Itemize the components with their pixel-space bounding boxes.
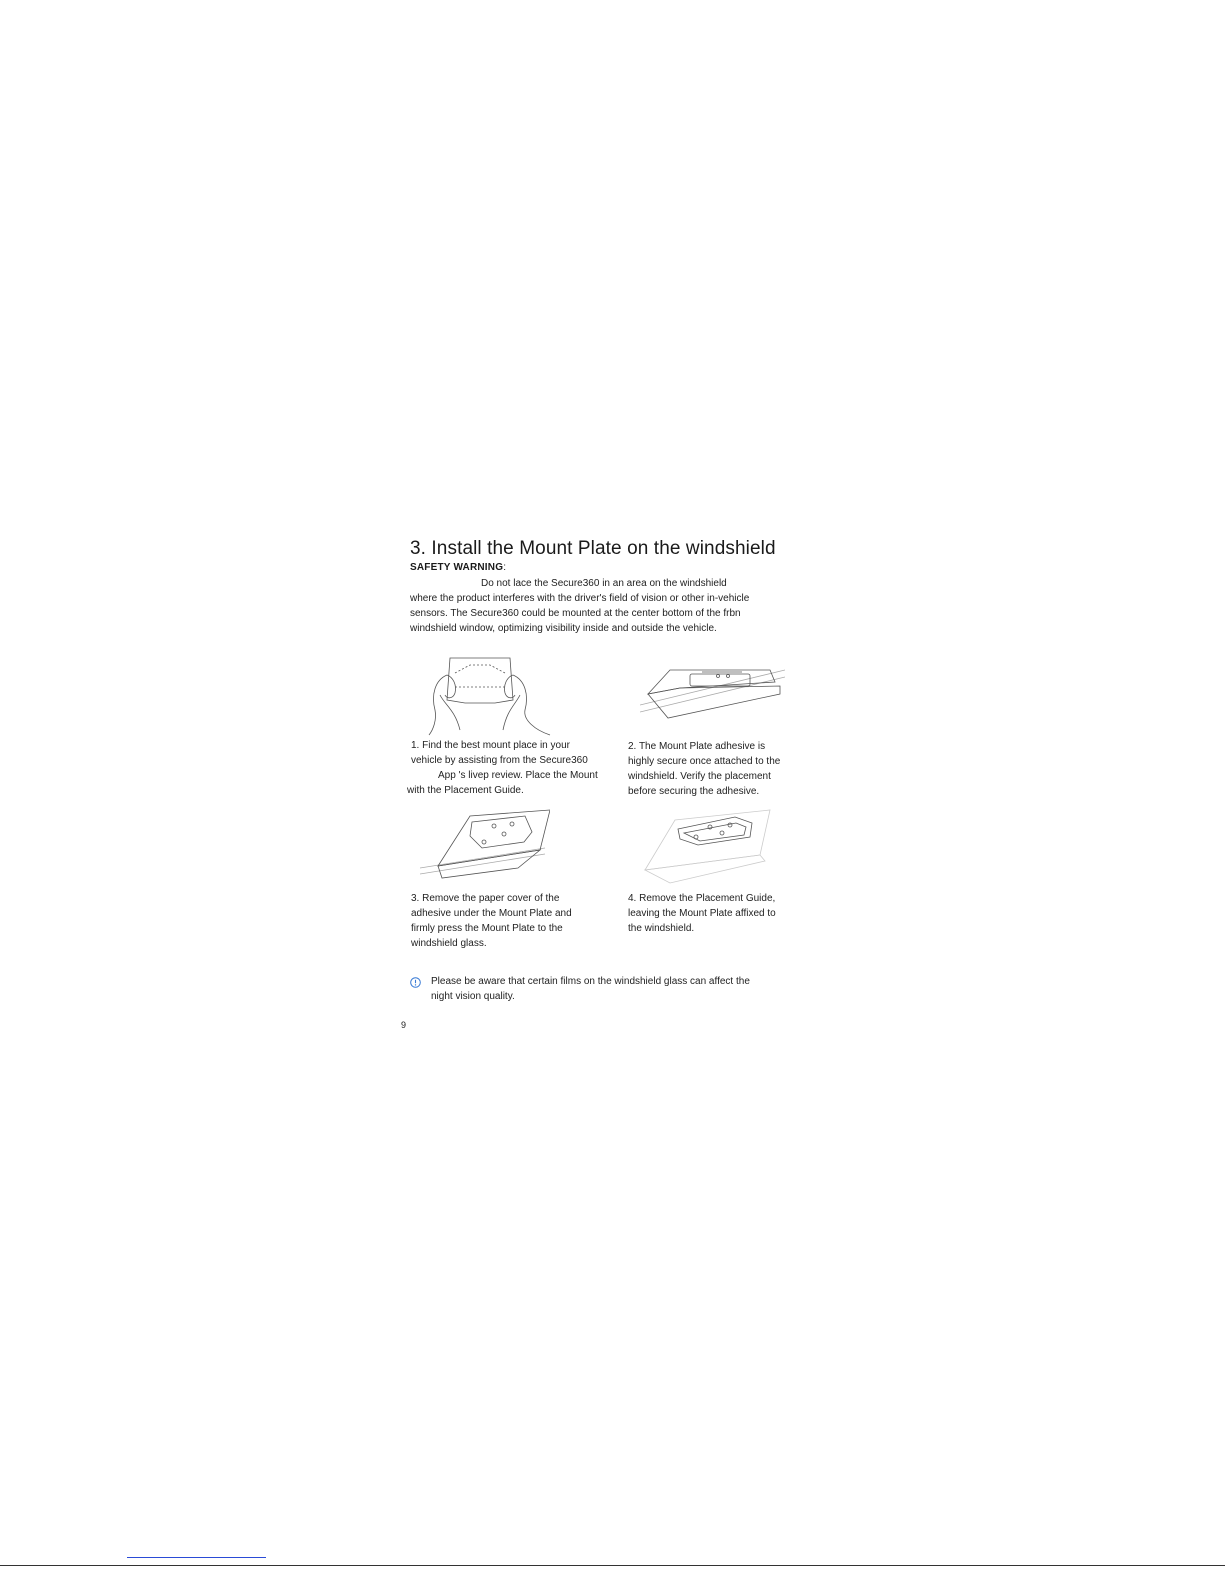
step-4-caption-line-3: the windshield. <box>628 923 695 934</box>
note-line-1: Please be aware that certain films on the windshield glass can affect the <box>431 976 750 987</box>
step-2-caption-line-1: 2. The Mount Plate adhesive is <box>628 741 766 752</box>
warning-line-3: sensors. The Secure360 could be mounted at the center bottom of the frbn <box>410 608 741 619</box>
hands-holding-placement-guide-illustration <box>425 655 555 737</box>
step-1-caption-line-4: with the Placement Guide. <box>407 785 524 796</box>
note-text <box>431 974 750 1004</box>
step-3-caption-line-3: firmly press the Mount Plate to the <box>411 923 563 934</box>
warning-line-4: windshield window, optimizing visibility inside and outside the vehicle. <box>410 623 717 634</box>
step-2-caption-line-3: windshield. Verify the placement <box>628 771 771 782</box>
remove-paper-cover-illustration <box>420 808 550 883</box>
step-3-caption-line-1: 3. Remove the paper cover of the <box>411 893 560 904</box>
step-1-caption-line-3: App 's livep review. Place the Mount <box>438 770 598 781</box>
step-4-caption-line-2: leaving the Mount Plate affixed to <box>628 908 776 919</box>
step-3-caption-line-4: windshield glass. <box>411 938 487 949</box>
warning-line-1: Do not lace the Secure360 in an area on the windshield <box>481 578 727 589</box>
info-circle-icon <box>410 975 421 986</box>
step-2-caption-line-4: before securing the adhesive. <box>628 786 760 797</box>
mount-plate-affixed-illustration <box>640 805 775 887</box>
step-2-caption-line-2: highly secure once attached to the <box>628 756 781 767</box>
safety-warning-label-text: SAFETY WARNING <box>410 562 504 573</box>
section-title: 3. Install the Mount Plate on the windshield <box>410 538 776 559</box>
safety-warning-colon: : <box>503 562 507 573</box>
warning-line-2: where the product interferes with the driver's field of vision or other in-vehicle <box>410 593 750 604</box>
step-3-caption-line-2: adhesive under the Mount Plate and <box>411 908 572 919</box>
footnote-rule <box>127 1557 266 1558</box>
note-line-2: night vision quality. <box>431 991 515 1002</box>
step-1-caption-line-1: 1. Find the best mount place in your <box>411 740 570 751</box>
safety-warning-label <box>410 562 506 573</box>
step-1-caption-line-2: vehicle by assisting from the Secure360 <box>411 755 588 766</box>
bottom-rule <box>0 1565 1225 1566</box>
page-number: 9 <box>401 1020 407 1030</box>
mount-plate-on-windshield-illustration <box>640 660 785 722</box>
step-4-caption-line-1: 4. Remove the Placement Guide, <box>628 893 776 904</box>
